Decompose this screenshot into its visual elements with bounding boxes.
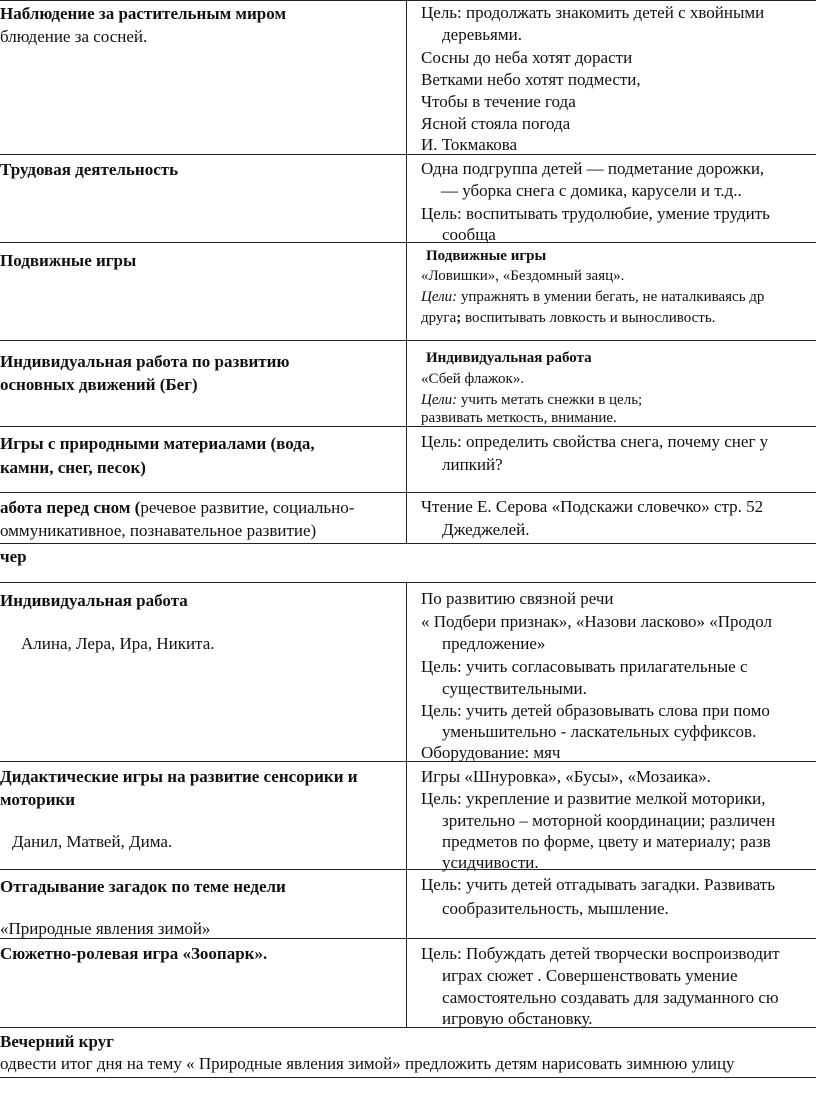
game-name: «Сбей флажок». — [421, 371, 525, 387]
cell-text: деревьями. — [442, 25, 522, 44]
goal-line-2 — [421, 308, 715, 328]
row-title-natural-materials-2: камни, снег, песок) — [0, 458, 146, 477]
cell-text: усидчивости. — [442, 853, 539, 872]
row-title-labor: Трудовая деятельность — [0, 160, 179, 179]
row-title-individual-work-2: основных движений (Бег) — [0, 375, 198, 394]
table-rule — [0, 492, 816, 493]
cell-text: Чтение Е. Серова «Подскажи словечко» стр. 52 — [421, 497, 764, 516]
row-title-before-sleep — [0, 497, 354, 519]
table-rule — [0, 242, 816, 243]
children-names: Алина, Лера, Ира, Никита. — [21, 634, 215, 653]
table-rule — [0, 1077, 816, 1078]
cell-text: Игры «Шнуровка», «Бусы», «Мозаика». — [421, 767, 711, 786]
row-title-bold: абота перед сном ( — [0, 498, 141, 517]
poem-line: Ветками небо хотят подмести, — [421, 70, 641, 89]
cell-text: Цель: Побуждать детей творчески воспроизводит — [421, 944, 780, 963]
cell-text: Цель: укрепление и развитие мелкой моторики, — [421, 789, 766, 808]
equipment-text: Оборудование: мяч — [421, 743, 561, 762]
row-title-outdoor-games: Подвижные игры — [0, 251, 137, 270]
goal-line — [421, 390, 642, 410]
cell-text: предложение» — [442, 634, 546, 653]
cell-text: « Подбери признак», «Назови ласково» «Продол — [421, 612, 772, 631]
cell-text: Цель: продолжать знакомить детей с хвойными — [421, 3, 765, 22]
goal-label: Цели: — [421, 392, 458, 408]
cell-text: Джеджелей. — [442, 520, 530, 539]
row-subtitle: блюдение за сосней. — [0, 27, 148, 46]
table-rule — [0, 0, 816, 1]
row-title-didactic-2: моторики — [0, 790, 76, 809]
goal-text: учить метать снежки в цель; — [457, 392, 643, 408]
table-rule — [0, 1027, 816, 1028]
section-label: чер — [0, 547, 27, 566]
row-title-didactic: Дидактические игры на развитие сенсорики и — [0, 767, 358, 786]
goal-line-2: развивать меткость, внимание. — [421, 410, 617, 426]
cell-text: Цель: учить детей образовывать слова при помо — [421, 701, 770, 720]
cell-text: предметов по форме, цвету и материалу; разв — [442, 832, 771, 851]
column-divider — [406, 582, 407, 1027]
cell-text: зрительно – моторной координации; различен — [442, 811, 776, 830]
table-rule — [0, 761, 816, 762]
table-rule — [0, 543, 816, 544]
poem-line: Ясной стояла погода — [421, 114, 571, 133]
poem-line: Сосны до неба хотят дорасти — [421, 48, 633, 67]
row-title-observation: Наблюдение за растительным миром — [0, 4, 287, 23]
cell-text: липкий? — [442, 455, 503, 474]
evening-text: одвести итог дня на тему « Природные явления зимой» предложить детям нарисовать зимнюю улицу — [0, 1054, 735, 1073]
goal-text: воспитывать ловкость и выносливость. — [461, 310, 716, 326]
cell-heading: Подвижные игры — [426, 248, 547, 264]
cell-text: самостоятельно создавать для задуманного сю — [442, 988, 779, 1007]
cell-text: сообща — [442, 225, 496, 244]
row-title-before-sleep-2: оммуникативное, познавательное развитие) — [0, 521, 317, 540]
column-divider — [406, 0, 407, 543]
cell-text: игровую обстановку. — [442, 1009, 593, 1028]
row-title-individual-work: Индивидуальная работа по развитию — [0, 352, 290, 371]
evening-title: Вечерний круг — [0, 1032, 114, 1051]
goal-text: упражнять в умении бегать, не наталкиваясь др — [457, 289, 765, 305]
row-title-riddles: Отгадывание загадок по теме недели — [0, 877, 286, 896]
cell-text: — уборка снега с домика, карусели и т.д.. — [441, 181, 742, 200]
cell-text: Цель: учить согласовывать прилагательные с — [421, 657, 748, 676]
children-names: Данил, Матвей, Дима. — [12, 832, 173, 851]
table-rule — [0, 340, 816, 341]
cell-text: сообразительность, мышление. — [442, 899, 669, 918]
table-rule — [0, 426, 816, 427]
cell-text: существительными. — [442, 679, 587, 698]
cell-text: Цель: определить свойства снега, почему снег у — [421, 432, 769, 451]
cell-text: уменьшительно - ласкательных суффиксов. — [442, 722, 757, 741]
cell-text: играх сюжет . Совершенствовать умение — [442, 966, 738, 985]
cell-text: По развитию связной речи — [421, 589, 614, 608]
goal-text: друга — [421, 310, 457, 326]
goal-line — [421, 287, 764, 307]
table-rule — [0, 869, 816, 870]
cell-text: Цель: воспитывать трудолюбие, умение трудить — [421, 204, 770, 223]
cell-text: Одна подгруппа детей — подметание дорожки, — [421, 159, 765, 178]
cell-heading: Индивидуальная работа — [426, 350, 592, 366]
row-title-roleplay: Сюжетно-ролевая игра «Зоопарк». — [0, 944, 268, 963]
row-title-natural-materials: Игры с природными материалами (вода, — [0, 434, 315, 453]
cell-text: Цель: учить детей отгадывать загадки. Развивать — [421, 875, 775, 894]
poem-author: И. Токмакова — [421, 135, 518, 154]
goal-punct: ; — [456, 310, 462, 326]
row-title-rest: речевое развитие, социально- — [140, 498, 355, 517]
table-rule — [0, 582, 816, 583]
row-subtitle: «Природные явления зимой» — [0, 919, 211, 938]
poem-line: Чтобы в течение года — [421, 92, 576, 111]
table-rule — [0, 154, 816, 155]
goal-label: Цели: — [421, 289, 458, 305]
row-title-individual: Индивидуальная работа — [0, 591, 188, 610]
games-list: «Ловишки», «Бездомный заяц». — [421, 268, 625, 284]
